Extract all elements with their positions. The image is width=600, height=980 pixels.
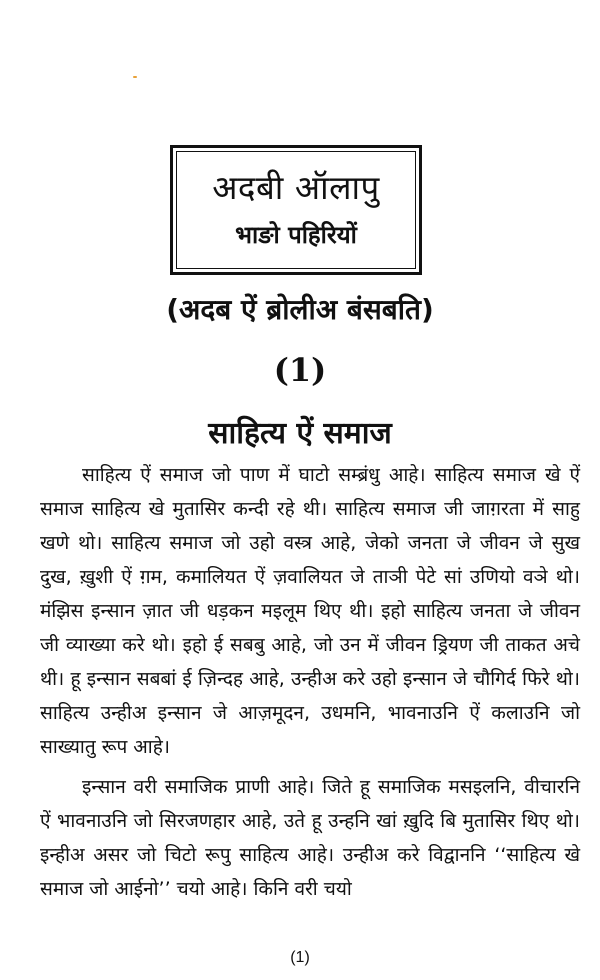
- title-box-inner: [176, 151, 416, 269]
- book-title: अदबी ऑलापु: [212, 168, 380, 207]
- paragraph-1: साहित्य ऐं समाज जो पाण में घाटो सम्ब्रंधु आहे। साहित्य समाज खे ऐं समाज साहित्य खे मुतासिर कन्दी रहे थी। साहित्य समाज जी जाग़रता में साहु खणे थो। साहित्य समाज जो उहो वस्त्र आहे, जेको जनता जे जीवन जे सुख दुख, ख़ुशी ऐं ग़म, कमालियत ऐं ज़वालियत जे ताञी पेटे सां उणियो वञे थो। मंझिस इन्सान ज़ात जी धड़कन मइलूम थिए थी। इहो साहित्य जनता जे जीवन जी व्याख्या करे थो। इहो ई सबबु आहे, जो उन में जीवन ड्रियण जी ताकत अचे थी। हू इन्सान सबबां ई ज़िन्दह आहे, उन्हीअ करे उहो इन्सान जे चौगिर्द फिरे थो। साहित्य उन्हीअ इन्सान जे आज़मूदन, उधमनि, भावनाउनि ऐं कलाउनि जो साख्यातु रूप आहे।: [40, 464, 580, 758]
- paragraph-2: इन्सान वरी समाजिक प्राणी आहे। जिते हू समाजिक मसइलनि, वीचारनि ऐं भावनाउनि जो सिरजणहार आहे, उते हू उन्हनि खां ख़ुदि बि मुतासिर थिए थो। इन्हीअ असर जो चिटो रूपु साहित्य आहे। उन्हीअ करे विद्वाननि ‘‘साहित्य खे समाज जो आईनो’’ चयो आहे। किनि वरी चयो: [40, 776, 580, 900]
- book-subtitle: भाङो पहिरियों: [235, 221, 357, 249]
- body-text: [40, 458, 580, 906]
- page-number: (1): [290, 949, 310, 966]
- chapter-number: (1): [273, 351, 327, 389]
- section-caption: (अदब ऐं ब्रोलीअ बंसबति): [166, 293, 434, 326]
- ink-speck: [133, 76, 137, 78]
- title-box: [170, 145, 422, 275]
- chapter-title: साहित्य ऐं समाज: [208, 416, 392, 451]
